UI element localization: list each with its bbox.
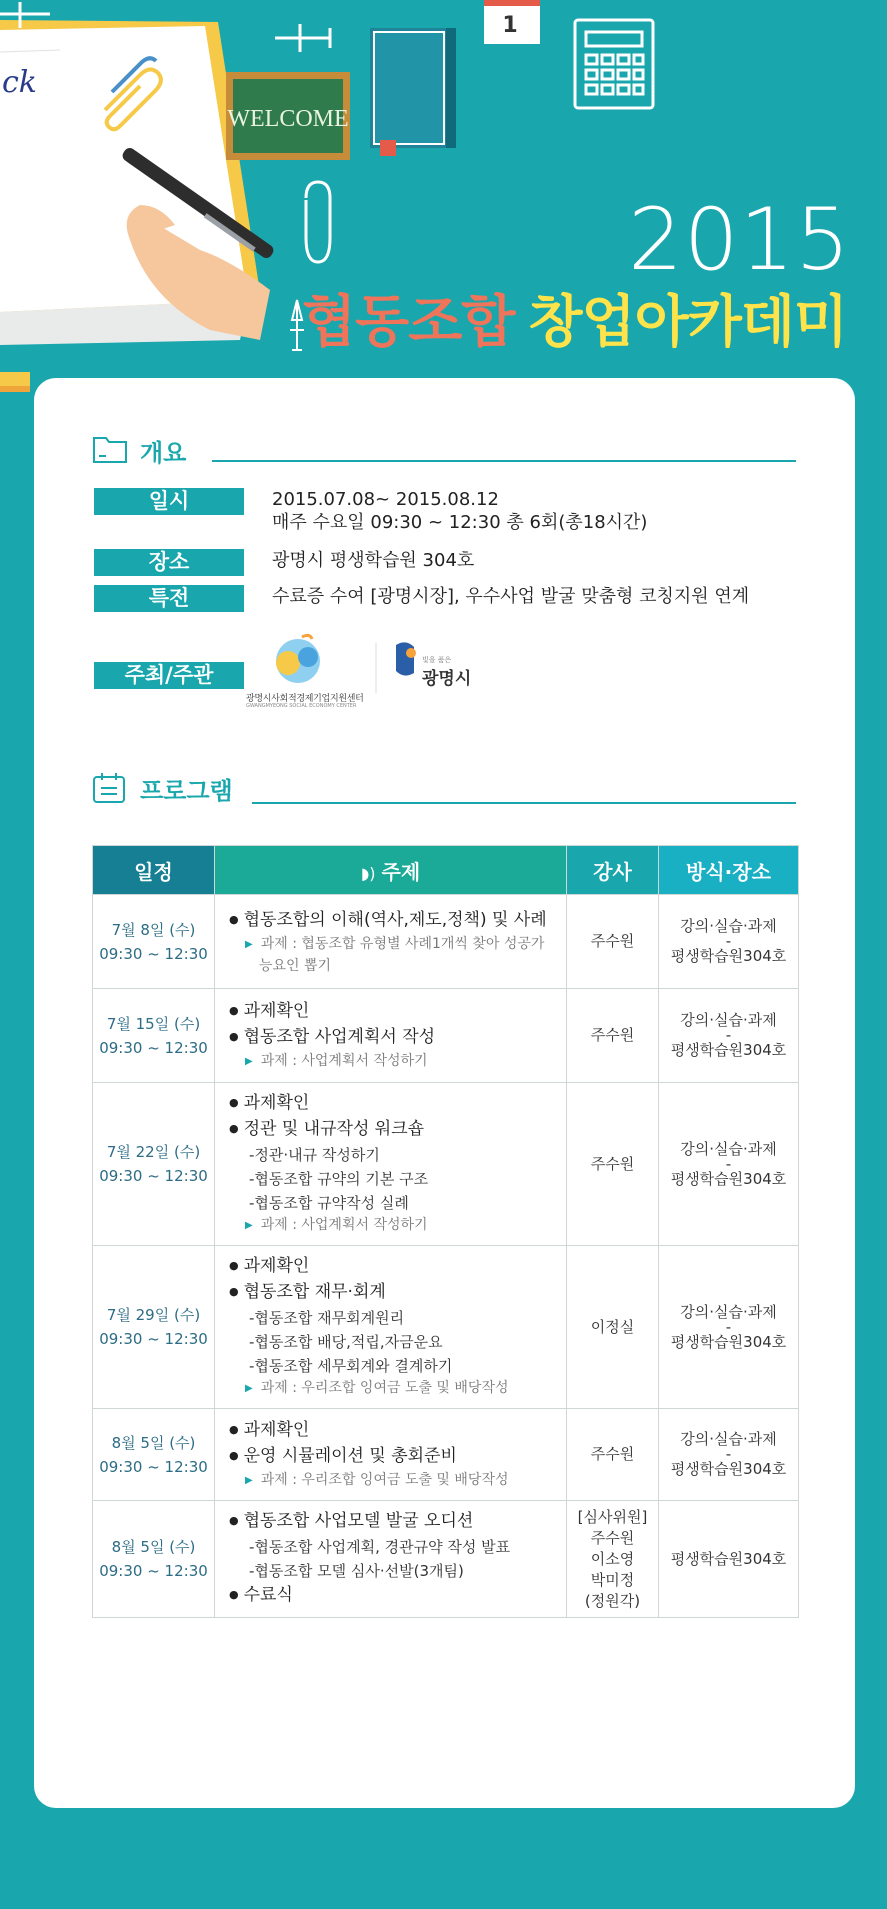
logo2-small-text: 빛을 품은	[422, 656, 452, 664]
overview-key-benefit: 특전	[94, 585, 244, 612]
row-method-cell	[659, 895, 799, 989]
overview-row-host	[94, 662, 244, 689]
row-date-cell	[93, 989, 215, 1083]
row-topic-cell	[215, 989, 567, 1083]
overview-value-date	[272, 488, 647, 534]
overview-value-venue: 광명시 평생학습원 304호	[272, 550, 475, 571]
row-date: 7월 15일 (수)	[106, 1014, 201, 1033]
topic-subitem: -협동조합 배당,적립,자금운요	[249, 1333, 443, 1351]
table-row	[93, 1246, 799, 1409]
row-date-cell	[93, 1246, 215, 1409]
row-method-cell	[659, 1083, 799, 1246]
instructor-name: 주수원	[590, 1026, 635, 1044]
topic-assignment: ▶ 과제 : 우리조합 잉여금 도출 및 배당작성	[229, 1470, 554, 1492]
topic-subitem: -협동조합 규약작성 실례	[249, 1194, 409, 1212]
topic-bullet: ● 협동조합 사업계획서 작성	[229, 1025, 554, 1051]
header-topic-label: 주제	[381, 859, 421, 884]
logo1-subtext: GWANGMYEONG SOCIAL ECONOMY CENTER	[246, 703, 357, 709]
topic-bullet: ● 과제확인	[229, 1091, 554, 1117]
method-venue: 평생학습원304호	[670, 1549, 787, 1568]
calendar-outline-icon	[92, 772, 128, 804]
table-row	[93, 989, 799, 1083]
welcome-board-icon	[226, 72, 350, 160]
topic-bullet: ● 협동조합의 이해(역사,제도,정책) 및 사례	[229, 908, 554, 934]
header-method: 방식·장소	[659, 846, 799, 895]
method-separator: -	[725, 932, 732, 950]
method-separator: -	[725, 1445, 732, 1463]
hero-banner	[0, 0, 887, 400]
row-date: 8월 5일 (수)	[111, 1433, 196, 1452]
row-time: 09:30 ~ 12:30	[99, 1562, 208, 1580]
row-time: 09:30 ~ 12:30	[99, 1038, 208, 1057]
book-icon	[370, 28, 456, 156]
welcome-sign-text: WELCOME	[227, 106, 349, 132]
row-method-cell	[659, 1501, 799, 1618]
row-date: 7월 29일 (수)	[106, 1306, 201, 1324]
row-topic-cell	[215, 895, 567, 989]
instructor-name: 이소영	[590, 1549, 635, 1568]
row-instructor-cell	[567, 989, 659, 1083]
row-date-cell	[93, 1501, 215, 1618]
overview-date-line1: 2015.07.08~ 2015.08.12	[272, 489, 499, 510]
topic-assignment: ▶ 과제 : 우리조합 잉여금 도출 및 배당작성	[229, 1378, 554, 1400]
logo2-text: 광명시	[422, 669, 472, 689]
method-type: 강의·실습·과제	[680, 1430, 777, 1448]
topic-bullet: ● 과제확인	[229, 1254, 554, 1280]
overview-divider	[212, 460, 796, 462]
overview-title: 개요	[140, 438, 187, 467]
row-date-cell	[93, 1083, 215, 1246]
topic-bullet: ● 과제확인	[229, 1418, 554, 1444]
table-row	[93, 1501, 799, 1618]
topic-bullet: ● 운영 시뮬레이션 및 총회준비	[229, 1444, 554, 1470]
topic-subitem: -협동조합 규약의 기본 구조	[249, 1170, 429, 1188]
method-type: 강의·실습·과제	[680, 917, 777, 935]
row-instructor-cell	[567, 1501, 659, 1618]
program-table	[92, 845, 799, 1618]
topic-bullet: ● 정관 및 내규작성 워크숍	[229, 1117, 554, 1143]
row-topic-cell	[215, 1083, 567, 1246]
book-text: ck	[2, 65, 37, 100]
method-separator: -	[725, 1026, 732, 1044]
row-date: 8월 5일 (수)	[111, 1538, 196, 1556]
method-separator: -	[725, 1317, 732, 1336]
row-method-cell	[659, 989, 799, 1083]
topic-bullet: ● 협동조합 사업모델 발굴 오디션	[229, 1509, 554, 1535]
calendar-icon	[484, 0, 540, 44]
instructor-name: 주수원	[590, 932, 635, 950]
overview-row-venue	[94, 549, 474, 576]
logo1-text: 광명시사회적경제기업지원센터	[246, 694, 364, 704]
speaker-icon: ◗)	[360, 863, 376, 883]
header-instructor: 강사	[567, 846, 659, 895]
instructor-name: 박미정	[590, 1570, 635, 1589]
table-row	[93, 895, 799, 989]
overview-section-header	[92, 430, 186, 470]
topic-bullet: ● 수료식	[229, 1583, 554, 1609]
program-title: 프로그램	[140, 776, 233, 805]
instructor-name: (정원각)	[584, 1591, 641, 1610]
topic-bullet: ● 과제확인	[229, 999, 554, 1025]
paperclip-outline-icon	[306, 182, 330, 262]
hero-title-part1: 협동조합	[302, 290, 515, 355]
table-row	[93, 1083, 799, 1246]
method-type: 강의·실습·과제	[680, 1302, 777, 1321]
row-method-cell	[659, 1409, 799, 1501]
program-section-header	[92, 768, 233, 808]
method-venue: 평생학습원304호	[670, 947, 787, 965]
hero-title	[302, 278, 847, 358]
calendar-day: 1	[502, 13, 518, 38]
overview-key-host: 주최/주관	[94, 662, 244, 689]
instructor-name: [심사위원]	[577, 1507, 648, 1526]
program-divider	[252, 802, 796, 804]
row-date-cell	[93, 1409, 215, 1501]
topic-assignment: ▶ 과제 : 협동조합 유형별 사례1개씩 찾아 성공가능요인 뽑기	[229, 934, 554, 976]
topic-subitem: -협동조합 사업계획, 경관규약 작성 발표	[249, 1538, 511, 1556]
table-row	[93, 1409, 799, 1501]
row-instructor-cell	[567, 1246, 659, 1409]
host-logos	[246, 633, 516, 713]
row-instructor-cell	[567, 1409, 659, 1501]
topic-subitem: -정관·내규 작성하기	[249, 1146, 380, 1164]
gwangmyeong-city-logo	[396, 642, 416, 675]
instructor-name: 이정실	[590, 1317, 635, 1336]
hero-title-part2: 창업아카데미	[528, 290, 847, 355]
row-topic-cell	[215, 1409, 567, 1501]
row-date: 7월 8일 (수)	[111, 920, 196, 939]
row-time: 09:30 ~ 12:30	[99, 944, 208, 963]
row-method-cell	[659, 1246, 799, 1409]
table-header-row	[93, 846, 799, 895]
calculator-icon	[575, 20, 653, 108]
row-time: 09:30 ~ 12:30	[99, 1330, 208, 1348]
overview-key-date: 일시	[94, 488, 244, 515]
overview-row-date	[94, 488, 647, 534]
row-instructor-cell	[567, 895, 659, 989]
row-topic-cell	[215, 1246, 567, 1409]
topic-bullet: ● 협동조합 재무·회계	[229, 1280, 554, 1306]
header-topic	[215, 846, 567, 895]
instructor-name: 주수원	[590, 1528, 635, 1547]
method-venue: 평생학습원304호	[670, 1460, 787, 1478]
social-economy-center-logo	[276, 635, 320, 683]
hero-year: 2015	[628, 190, 851, 290]
method-venue: 평생학습원304호	[670, 1169, 787, 1188]
row-time: 09:30 ~ 12:30	[99, 1457, 208, 1476]
topic-subitem: -협동조합 재무회계원리	[249, 1309, 405, 1327]
header-date: 일정	[93, 846, 215, 895]
content-card	[34, 378, 855, 1808]
method-venue: 평생학습원304호	[670, 1041, 787, 1059]
instructor-name: 주수원	[590, 1154, 635, 1173]
method-separator: -	[725, 1154, 732, 1173]
row-topic-cell	[215, 1501, 567, 1618]
row-date: 7월 22일 (수)	[106, 1143, 201, 1161]
row-date-cell	[93, 895, 215, 989]
topic-assignment: ▶ 과제 : 사업계획서 작성하기	[229, 1051, 554, 1073]
overview-row-benefit	[94, 585, 749, 612]
topic-subitem: -협동조합 모델 심사·선발(3개팀)	[249, 1562, 464, 1580]
folder-icon	[92, 434, 128, 466]
overview-date-line2: 매주 수요일 09:30 ~ 12:30 총 6회(총18시간)	[272, 512, 648, 533]
method-type: 강의·실습·과제	[680, 1011, 777, 1029]
topic-subitem: -협동조합 세무회계와 결계하기	[249, 1357, 453, 1375]
overview-key-venue: 장소	[94, 549, 244, 576]
method-type: 강의·실습·과제	[680, 1139, 777, 1158]
instructor-name: 주수원	[590, 1445, 635, 1463]
method-venue: 평생학습원304호	[670, 1332, 787, 1351]
row-time: 09:30 ~ 12:30	[99, 1167, 208, 1185]
row-instructor-cell	[567, 1083, 659, 1246]
overview-value-benefit: 수료증 수여 [광명시장], 우수사업 발굴 맞춤형 코칭지원 연계	[272, 586, 750, 607]
topic-assignment: ▶ 과제 : 사업계획서 작성하기	[229, 1215, 554, 1237]
